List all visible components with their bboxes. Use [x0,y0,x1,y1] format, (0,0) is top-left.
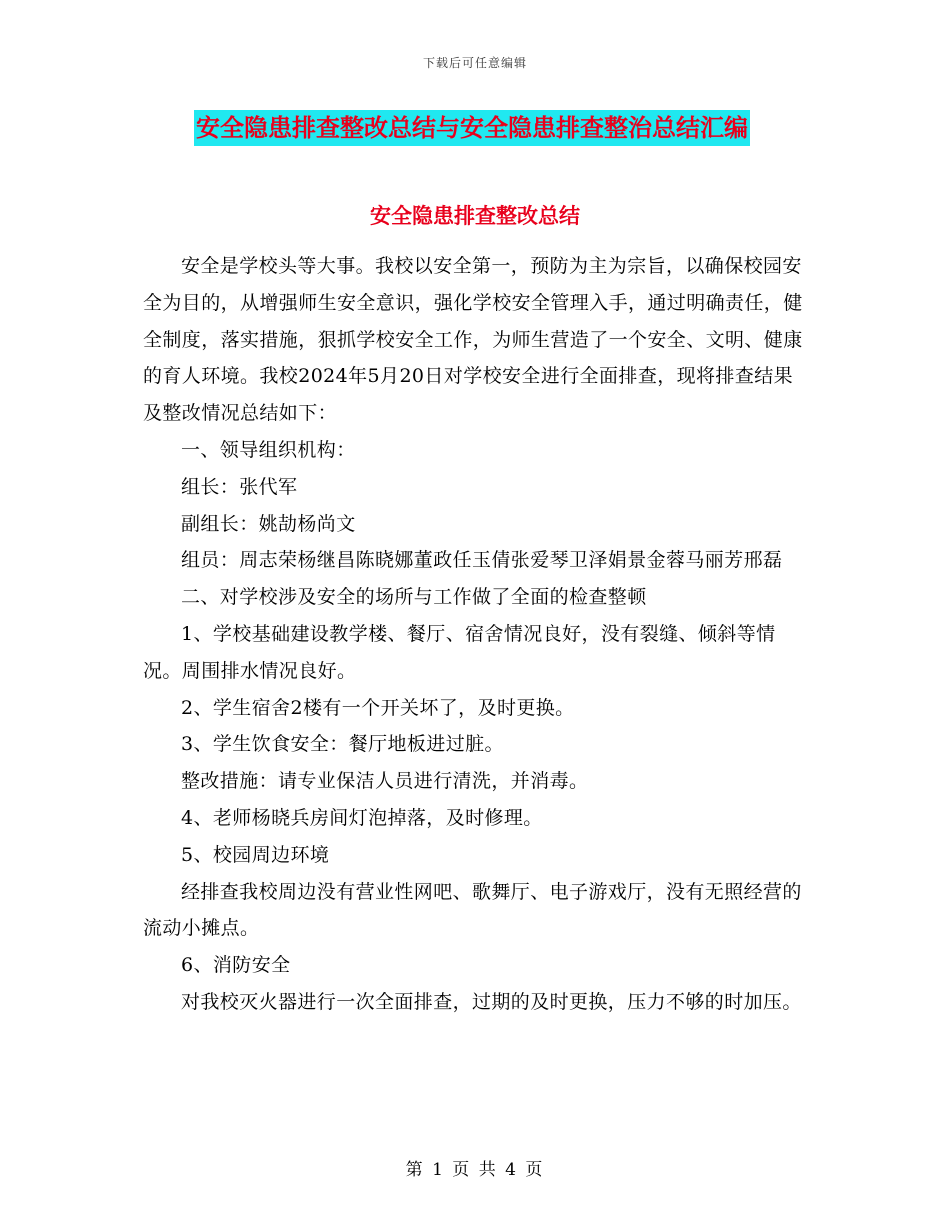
paragraph-deputy-leader: 副组长：姚劼杨尚文 [181,512,356,535]
document-body [143,248,805,1021]
paragraph-surroundings: 经排查我校周边没有营业性网吧、歌舞厅、电子游戏厅，没有无照经营的流动小摊点。 [143,880,802,940]
paragraph-item-2: 2、学生宿舍2楼有一个开关坏了，及时更换。 [181,696,575,719]
paragraph-item-1: 1、学校基础建设教学楼、餐厅、宿舍情况良好，没有裂缝、倾斜等情况。周围排水情况良好。 [143,622,776,682]
paragraph-team-leader: 组长：张代军 [181,475,298,498]
page-number-footer: 第 1 页 共 4 页 [405,1160,545,1180]
paragraph-item-4: 4、老师杨晓兵房间灯泡掉落，及时修理。 [181,806,543,829]
section-title: 安全隐患排查整改总结 [370,204,580,228]
paragraph-rectification: 整改措施：请专业保洁人员进行清洗，并消毒。 [181,770,589,793]
paragraph-item-6: 6、消防安全 [181,954,291,977]
document-main-title: 安全隐患排查整改总结与安全隐患排查整治总结汇编 [194,110,750,146]
paragraph-heading-inspection: 二、对学校涉及安全的场所与工作做了全面的检查整顿 [181,586,647,609]
paragraph-members: 组员：周志荣杨继昌陈晓娜董政任玉倩张爱琴卫泽娟景金蓉马丽芳邢磊 [181,549,783,572]
paragraph-fire-safety: 对我校灭火器进行一次全面排查，过期的及时更换，压力不够的时加压。 [181,990,802,1013]
header-note: 下载后可任意编辑 [422,56,527,70]
paragraph-heading-leadership: 一、领导组织机构： [181,438,356,461]
paragraph-intro: 安全是学校头等大事。我校以安全第一，预防为主为宗旨，以确保校园安全为目的，从增强师生安全意识，强化学校安全管理入手，通过明确责任，健全制度，落实措施，狠抓学校安全工作，为师生营造了一个安全、文明、健康的育人环境。我校2024年5月20日对学校安全进行全面排查，现将排查结果及整改情况总结如下： [143,255,803,425]
paragraph-item-5: 5、校园周边环境 [181,843,330,866]
paragraph-item-3: 3、学生饮食安全：餐厅地板进过脏。 [181,733,504,756]
